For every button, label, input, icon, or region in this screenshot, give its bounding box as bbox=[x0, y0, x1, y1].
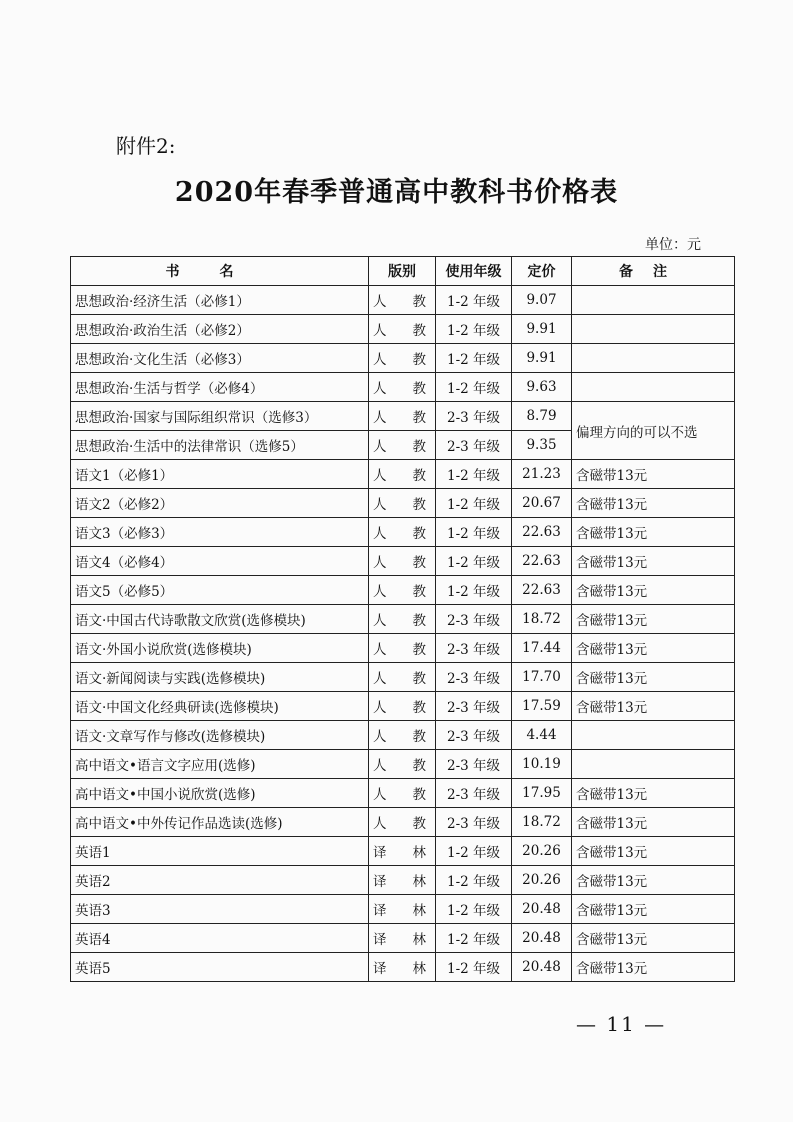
price: 9.91 bbox=[512, 344, 572, 373]
note bbox=[572, 721, 735, 750]
grade: 1-2 年级 bbox=[436, 866, 512, 895]
table-body bbox=[71, 286, 735, 982]
price: 20.48 bbox=[512, 924, 572, 953]
edition: 人教 bbox=[369, 431, 436, 460]
book-name: 语文·文章写作与修改(选修模块) bbox=[71, 721, 369, 750]
note bbox=[572, 373, 735, 402]
edition: 人教 bbox=[369, 576, 436, 605]
table-row bbox=[71, 576, 735, 605]
price: 22.63 bbox=[512, 547, 572, 576]
attachment-label: 附件2: bbox=[116, 134, 176, 158]
edition: 人教 bbox=[369, 721, 436, 750]
edition: 人教 bbox=[369, 605, 436, 634]
edition: 人教 bbox=[369, 692, 436, 721]
note: 含磁带13元 bbox=[572, 837, 735, 866]
edition: 人教 bbox=[369, 489, 436, 518]
grade: 1-2 年级 bbox=[436, 924, 512, 953]
note: 含磁带13元 bbox=[572, 547, 735, 576]
price: 18.72 bbox=[512, 808, 572, 837]
price: 20.26 bbox=[512, 837, 572, 866]
book-name: 语文2（必修2） bbox=[71, 489, 369, 518]
book-name: 英语5 bbox=[71, 953, 369, 982]
note: 含磁带13元 bbox=[572, 866, 735, 895]
grade: 2-3 年级 bbox=[436, 431, 512, 460]
table-header-row bbox=[71, 257, 735, 286]
table-row bbox=[71, 373, 735, 402]
table-row bbox=[71, 518, 735, 547]
page-title: 2020年春季普通高中教科书价格表 bbox=[174, 177, 619, 208]
book-name: 语文·新闻阅读与实践(选修模块) bbox=[71, 663, 369, 692]
book-name: 思想政治·政治生活（必修2） bbox=[71, 315, 369, 344]
table-row bbox=[71, 315, 735, 344]
book-name: 英语4 bbox=[71, 924, 369, 953]
header-edition: 版别 bbox=[369, 257, 436, 286]
price: 20.48 bbox=[512, 953, 572, 982]
grade: 2-3 年级 bbox=[436, 692, 512, 721]
note: 含磁带13元 bbox=[572, 895, 735, 924]
grade: 1-2 年级 bbox=[436, 286, 512, 315]
price: 20.48 bbox=[512, 895, 572, 924]
grade: 2-3 年级 bbox=[436, 634, 512, 663]
note: 含磁带13元 bbox=[572, 663, 735, 692]
price: 9.07 bbox=[512, 286, 572, 315]
table-row bbox=[71, 837, 735, 866]
header-grade: 使用年级 bbox=[436, 257, 512, 286]
table-row bbox=[71, 895, 735, 924]
book-name: 语文3（必修3） bbox=[71, 518, 369, 547]
book-name: 英语3 bbox=[71, 895, 369, 924]
table-row bbox=[71, 402, 735, 431]
price: 20.26 bbox=[512, 866, 572, 895]
header-name: 书名 bbox=[71, 257, 369, 286]
book-name: 思想政治·生活与哲学（必修4） bbox=[71, 373, 369, 402]
note: 含磁带13元 bbox=[572, 605, 735, 634]
note: 含磁带13元 bbox=[572, 634, 735, 663]
note bbox=[572, 315, 735, 344]
price: 17.70 bbox=[512, 663, 572, 692]
book-name: 语文·中国古代诗歌散文欣赏(选修模块) bbox=[71, 605, 369, 634]
note: 含磁带13元 bbox=[572, 460, 735, 489]
table-row bbox=[71, 924, 735, 953]
grade: 2-3 年级 bbox=[436, 750, 512, 779]
note bbox=[572, 286, 735, 315]
grade: 1-2 年级 bbox=[436, 576, 512, 605]
edition: 人教 bbox=[369, 344, 436, 373]
edition: 人教 bbox=[369, 547, 436, 576]
note bbox=[572, 344, 735, 373]
note: 含磁带13元 bbox=[572, 489, 735, 518]
book-name: 思想政治·经济生活（必修1） bbox=[71, 286, 369, 315]
edition: 人教 bbox=[369, 634, 436, 663]
book-name: 英语1 bbox=[71, 837, 369, 866]
price: 21.23 bbox=[512, 460, 572, 489]
table-row bbox=[71, 808, 735, 837]
grade: 1-2 年级 bbox=[436, 895, 512, 924]
unit-label: 单位：元 bbox=[645, 237, 701, 253]
price: 9.35 bbox=[512, 431, 572, 460]
page-number: — 11 — bbox=[576, 1012, 667, 1036]
grade: 2-3 年级 bbox=[436, 663, 512, 692]
grade: 1-2 年级 bbox=[436, 837, 512, 866]
edition: 译林 bbox=[369, 953, 436, 982]
book-name: 高中语文•语言文字应用(选修) bbox=[71, 750, 369, 779]
grade: 1-2 年级 bbox=[436, 315, 512, 344]
table-row bbox=[71, 460, 735, 489]
grade: 2-3 年级 bbox=[436, 721, 512, 750]
table-row bbox=[71, 547, 735, 576]
grade: 1-2 年级 bbox=[436, 547, 512, 576]
price: 9.91 bbox=[512, 315, 572, 344]
book-name: 思想政治·文化生活（必修3） bbox=[71, 344, 369, 373]
edition: 译林 bbox=[369, 924, 436, 953]
edition: 人教 bbox=[369, 779, 436, 808]
table-row bbox=[71, 692, 735, 721]
note: 含磁带13元 bbox=[572, 779, 735, 808]
table-row bbox=[71, 489, 735, 518]
edition: 人教 bbox=[369, 808, 436, 837]
edition: 译林 bbox=[369, 895, 436, 924]
price: 8.79 bbox=[512, 402, 572, 431]
price: 4.44 bbox=[512, 721, 572, 750]
price: 18.72 bbox=[512, 605, 572, 634]
grade: 1-2 年级 bbox=[436, 373, 512, 402]
note: 含磁带13元 bbox=[572, 576, 735, 605]
grade: 2-3 年级 bbox=[436, 402, 512, 431]
price: 17.95 bbox=[512, 779, 572, 808]
header-price: 定价 bbox=[512, 257, 572, 286]
edition: 人教 bbox=[369, 373, 436, 402]
book-name: 高中语文•中外传记作品选读(选修) bbox=[71, 808, 369, 837]
price: 22.63 bbox=[512, 518, 572, 547]
note: 含磁带13元 bbox=[572, 808, 735, 837]
price: 10.19 bbox=[512, 750, 572, 779]
book-name: 高中语文•中国小说欣赏(选修) bbox=[71, 779, 369, 808]
table-row bbox=[71, 721, 735, 750]
grade: 2-3 年级 bbox=[436, 808, 512, 837]
price: 22.63 bbox=[512, 576, 572, 605]
edition: 人教 bbox=[369, 663, 436, 692]
edition: 人教 bbox=[369, 750, 436, 779]
price: 17.44 bbox=[512, 634, 572, 663]
header-note: 备注 bbox=[572, 257, 735, 286]
grade: 1-2 年级 bbox=[436, 518, 512, 547]
table-row bbox=[71, 866, 735, 895]
table-row bbox=[71, 634, 735, 663]
table-row bbox=[71, 344, 735, 373]
grade: 1-2 年级 bbox=[436, 953, 512, 982]
book-name: 语文1（必修1） bbox=[71, 460, 369, 489]
edition: 人教 bbox=[369, 460, 436, 489]
grade: 1-2 年级 bbox=[436, 460, 512, 489]
book-name: 思想政治·生活中的法律常识（选修5） bbox=[71, 431, 369, 460]
table-row bbox=[71, 750, 735, 779]
note bbox=[572, 750, 735, 779]
edition: 译林 bbox=[369, 866, 436, 895]
edition: 译林 bbox=[369, 837, 436, 866]
table-row bbox=[71, 953, 735, 982]
edition: 人教 bbox=[369, 518, 436, 547]
grade: 2-3 年级 bbox=[436, 605, 512, 634]
edition: 人教 bbox=[369, 315, 436, 344]
table-row bbox=[71, 286, 735, 315]
book-name: 思想政治·国家与国际组织常识（选修3） bbox=[71, 402, 369, 431]
book-name: 语文·外国小说欣赏(选修模块) bbox=[71, 634, 369, 663]
table-row bbox=[71, 663, 735, 692]
note: 偏理方向的可以不选 bbox=[572, 402, 735, 460]
edition: 人教 bbox=[369, 402, 436, 431]
note: 含磁带13元 bbox=[572, 953, 735, 982]
grade: 1-2 年级 bbox=[436, 344, 512, 373]
edition: 人教 bbox=[369, 286, 436, 315]
price: 20.67 bbox=[512, 489, 572, 518]
note: 含磁带13元 bbox=[572, 692, 735, 721]
book-name: 语文5（必修5） bbox=[71, 576, 369, 605]
table-row bbox=[71, 605, 735, 634]
note: 含磁带13元 bbox=[572, 924, 735, 953]
price: 17.59 bbox=[512, 692, 572, 721]
table-row bbox=[71, 779, 735, 808]
grade: 2-3 年级 bbox=[436, 779, 512, 808]
price-table bbox=[70, 256, 735, 982]
grade: 1-2 年级 bbox=[436, 489, 512, 518]
price: 9.63 bbox=[512, 373, 572, 402]
book-name: 英语2 bbox=[71, 866, 369, 895]
book-name: 语文4（必修4） bbox=[71, 547, 369, 576]
book-name: 语文·中国文化经典研读(选修模块) bbox=[71, 692, 369, 721]
note: 含磁带13元 bbox=[572, 518, 735, 547]
